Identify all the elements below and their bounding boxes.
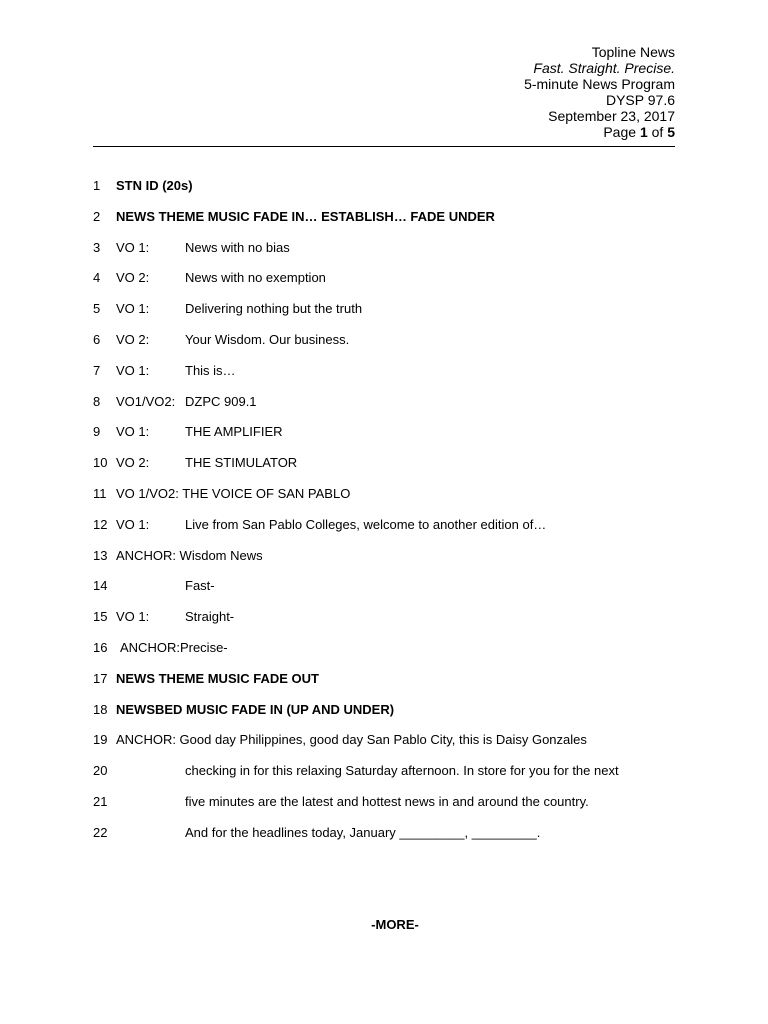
script-line [93,794,693,825]
script-line [93,178,693,209]
production-cue: STN ID (20s) [116,178,193,193]
production-cue: NEWS THEME MUSIC FADE IN… ESTABLISH… FADE UNDER [116,208,495,224]
script-line [93,548,693,579]
line-text: Delivering nothing but the truth [185,301,363,317]
script-line [93,270,693,301]
script-line [93,517,693,548]
line-text: checking in for this relaxing Saturday afternoon. In store for you for the next [185,763,619,779]
line-text: Straight- [185,609,235,625]
line-text: This is… [185,362,236,378]
production-cue: NEWSBED MUSIC FADE IN (UP AND UNDER) [116,701,395,717]
line-number: 3 [93,239,101,255]
line-text: THE AMPLIFIER [185,424,283,440]
script-line [93,455,693,486]
page-indicator [524,124,675,140]
line-number: 21 [93,793,108,809]
program-format: 5-minute News Program [524,76,675,92]
script-line [93,609,693,640]
line-text: Your Wisdom. Our business. [185,331,350,347]
page-current: 1 [639,124,648,140]
line-text: And for the headlines today, January _________, _________. [185,824,541,840]
page-prefix: Page [603,124,640,140]
line-text: five minutes are the latest and hottest news in and around the country. [185,793,589,809]
script-line [93,640,693,671]
line-number: 2 [93,208,101,224]
line-text: ANCHOR: Good day Philippines, good day San Pablo City, this is Daisy Gonzales [116,732,587,748]
line-number: 4 [93,270,101,286]
line-number: 18 [93,701,108,717]
header-divider [93,146,675,147]
speaker-cue: VO 2: [116,270,150,286]
line-number: 10 [93,455,108,471]
script-line [93,578,693,609]
script-line [93,763,693,794]
line-number: 17 [93,670,108,686]
script-line [93,301,693,332]
speaker-cue: VO 1: [116,609,150,625]
script-line [93,209,693,240]
line-number: 12 [93,516,108,532]
script-line [93,671,693,702]
line-text: DZPC 909.1 [185,393,257,409]
line-number: 11 [93,485,107,501]
station-id: DYSP 97.6 [605,92,675,108]
script-line [93,240,693,271]
script-line [93,732,693,763]
line-number: 5 [93,301,101,317]
more-indicator: -MORE- [371,917,419,932]
speaker-cue: VO 1: [116,424,150,440]
program-name: Topline News [591,44,675,60]
line-number: 8 [93,393,101,409]
script-header [524,44,675,140]
line-number: 13 [93,547,108,563]
line-text: ANCHOR: Wisdom News [116,547,263,563]
page-total: 5 [667,124,675,140]
line-text: News with no bias [185,239,290,255]
production-cue: NEWS THEME MUSIC FADE OUT [116,670,319,686]
speaker-cue: VO 1: [116,301,150,317]
line-number: 9 [93,424,101,440]
script-line [93,486,693,517]
line-text: THE STIMULATOR [185,455,298,471]
script-line [93,702,693,733]
line-number: 16 [93,639,108,655]
line-number: 6 [93,331,101,347]
line-text: News with no exemption [185,270,326,286]
line-number: 7 [93,362,101,378]
line-number: 22 [93,824,108,840]
line-number: 15 [93,609,108,625]
script-body [93,178,693,856]
program-tagline: Fast. Straight. Precise. [533,60,675,76]
speaker-cue: VO 1: [116,516,150,532]
script-line [93,424,693,455]
script-line [93,332,693,363]
line-text: Live from San Pablo Colleges, welcome to another edition of… [185,516,547,532]
line-number: 1 [93,178,101,193]
speaker-cue: VO1/VO2: [116,393,176,409]
broadcast-date: September 23, 2017 [548,108,675,124]
script-line [93,394,693,425]
speaker-cue: VO 2: [116,331,150,347]
line-text: VO 1/VO2: THE VOICE OF SAN PABLO [116,485,351,501]
speaker-cue: VO 2: [116,455,150,471]
line-number: 19 [93,732,108,748]
line-number: 14 [93,578,108,594]
speaker-cue: VO 1: [116,239,150,255]
script-line [93,825,693,856]
page-of: of [647,124,668,140]
speaker-cue: VO 1: [116,362,150,378]
line-text: Fast- [185,578,215,594]
line-number: 20 [93,763,108,779]
script-line [93,363,693,394]
line-text: ANCHOR:Precise- [120,639,228,655]
